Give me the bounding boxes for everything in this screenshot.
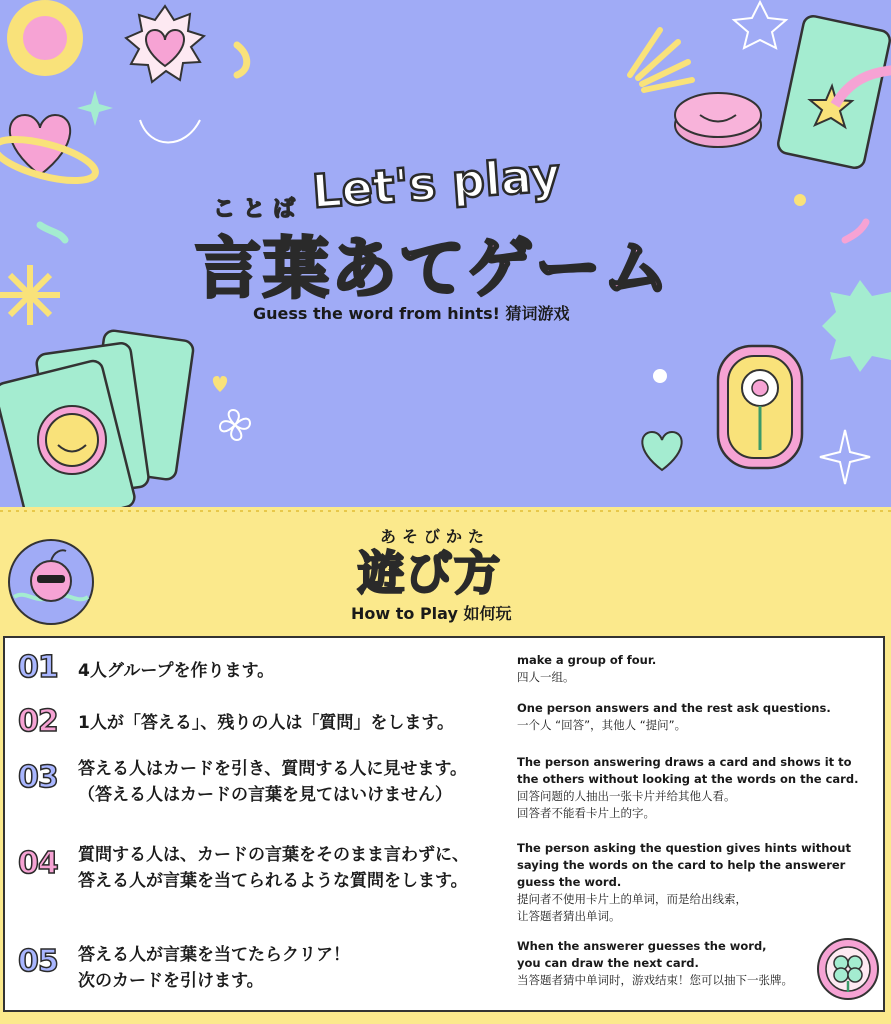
outline-star-icon: [734, 2, 786, 48]
step-zh-line: 回答者不能看卡片上的字。: [517, 806, 655, 820]
step-zh-line: 让答题者猜出单词。: [517, 909, 621, 923]
yellow-star-burst-icon: [0, 265, 60, 325]
crescent-icon: [140, 120, 200, 143]
clover-face-badge-icon: [815, 936, 881, 1002]
step-ja-line: 次のカードを引けます。: [78, 971, 264, 991]
step-ja-line: 答える人が言葉を当てたらクリア！: [78, 945, 350, 965]
step-zh-line: 四人一组。: [517, 670, 575, 684]
step-en-line: you can draw the next card.: [517, 956, 699, 970]
step-zh-line: 回答问题的人抽出一张卡片并给其他人看。: [517, 789, 736, 803]
flower-card-icon: [718, 346, 802, 468]
shooting-star-card-icon: [776, 14, 891, 169]
smiley-puck-icon: [675, 93, 761, 147]
step-number: 03: [18, 760, 58, 795]
step-en-line: One person answers and the rest ask questions.: [517, 701, 831, 715]
hero-subtitle: Guess the word from hints! 猜词游戏: [253, 304, 570, 323]
step-zh-line: 提问者不使用卡片上的单词，而是给出线索，: [517, 892, 747, 906]
step-number: 01: [18, 650, 58, 685]
page-title: 言葉あてゲーム: [195, 230, 671, 307]
howto-title: 遊び方: [358, 546, 502, 600]
hero-banner: [0, 0, 891, 507]
steps-panel: [3, 636, 885, 1012]
step-en-line: The person asking the question gives hints without: [517, 841, 851, 855]
step-en-line: When the answerer guesses the word,: [517, 939, 767, 953]
mint-burst-icon: [822, 280, 891, 372]
flower-sticker-icon: [7, 0, 83, 76]
mint-squiggle-icon: [40, 225, 65, 240]
step-en-line: saying the words on the card to help the answerer: [517, 858, 846, 872]
step-en-line: The person answering draws a card and shows it to: [517, 755, 852, 769]
step-en-line: make a group of four.: [517, 653, 657, 667]
step-ja-line: （答える人はカードの言葉を見てはいけません）: [78, 785, 452, 805]
step-number: 04: [18, 846, 58, 881]
sunburst-icon: [630, 30, 692, 90]
step-ja-line: 答える人が言葉を当てられるような質問をします。: [78, 871, 468, 891]
crescent-yellow-icon: [237, 45, 247, 75]
step-en-line: guess the word.: [517, 875, 622, 889]
howto-ruby: あそびかた: [380, 527, 491, 546]
yellow-dot-icon: [794, 194, 806, 206]
sparkle-icon: [77, 90, 113, 126]
step-number: 05: [18, 944, 58, 979]
mint-heart-icon: [642, 432, 681, 470]
step-zh-line: 当答题者猜中单词时，游戏结束！您可以抽下一张牌。: [517, 973, 793, 987]
step-ja-line: 1人が「答える」、残りの人は「質問」をします。: [78, 713, 454, 733]
white-dot-icon: [653, 369, 667, 383]
step-number: 02: [18, 704, 58, 739]
lets-play-heading: Let's play: [310, 147, 562, 219]
outline-sparkle-icon: [820, 430, 870, 484]
yellow-small-heart-icon: [213, 376, 227, 392]
step-zh-line: 一个人 “回答”，其他人 “提问”。: [517, 718, 687, 732]
smiley-cards-icon: [0, 329, 194, 507]
apple-sunglasses-badge-icon: [6, 537, 96, 627]
pink-squiggle-icon: [845, 222, 866, 240]
step-ja-line: 4人グループを作ります。: [78, 661, 275, 681]
title-ruby: ことば: [213, 197, 304, 222]
clover-outline-icon: [220, 410, 250, 440]
step-ja-line: 答える人はカードを引き、質問する人に見せます。: [78, 759, 467, 779]
heart-face-badge-icon: [126, 6, 204, 82]
heart-planet-icon: [0, 115, 99, 189]
howto-subtitle: How to Play 如何玩: [351, 604, 512, 623]
step-ja-line: 質問する人は、カードの言葉をそのまま言わずに、: [78, 845, 469, 865]
step-en-line: the others without looking at the words on the card.: [517, 772, 859, 786]
